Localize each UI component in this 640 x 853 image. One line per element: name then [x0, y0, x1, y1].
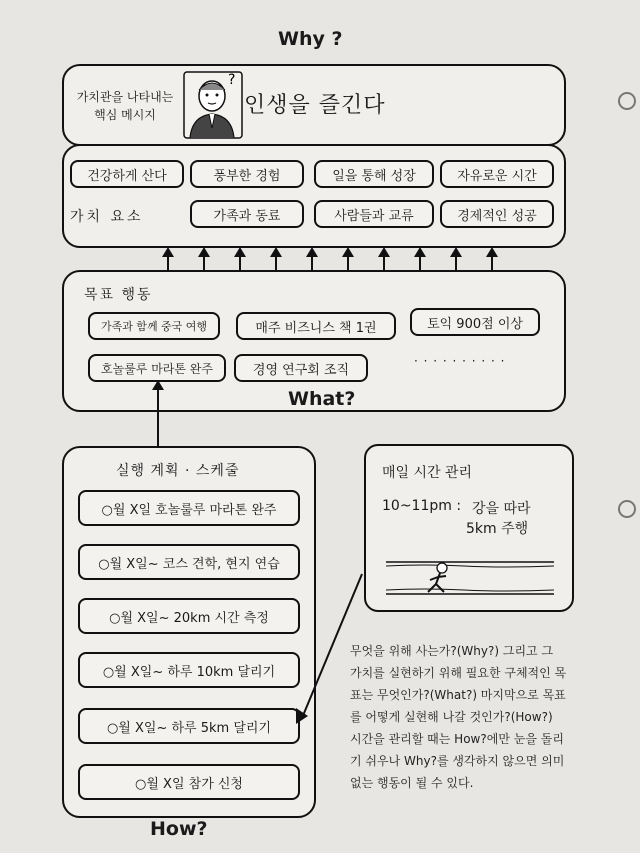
value-item: 경제적인 성공	[440, 200, 554, 228]
goal-item: 경영 연구회 조직	[234, 354, 368, 382]
value-item: 자유로운 시간	[440, 160, 554, 188]
plan-box	[62, 446, 316, 818]
mission-message: 인생을 즐긴다	[244, 93, 386, 118]
values-section-label: 가치 요소	[70, 209, 144, 225]
plan-to-goal-arrowhead	[152, 380, 164, 390]
daily-box	[364, 444, 574, 612]
goal-item: 호놀룰루 마라톤 완주	[88, 354, 226, 382]
description-line: 표는 무엇인가?(What?) 마지막으로 목표	[350, 688, 566, 702]
value-item: 건강하게 산다	[70, 160, 184, 188]
goals-section-label: 목표 행동	[84, 287, 153, 303]
description-text	[350, 640, 592, 794]
plan-item: ○월 X일~ 하루 10km 달리기	[78, 652, 300, 688]
thinking-man-illustration	[182, 70, 248, 142]
description-line: 없는 행동이 될 수 있다.	[350, 776, 474, 790]
description-line: 무엇을 위해 사는가?(Why?) 그리고 그	[350, 644, 554, 658]
goal-item: 매주 비즈니스 책 1권	[236, 312, 396, 340]
value-item: 가족과 동료	[190, 200, 304, 228]
value-item: 일을 통해 성장	[314, 160, 434, 188]
plan-section-label: 실행 계획 · 스케줄	[116, 463, 240, 479]
values-box	[62, 144, 566, 248]
description-line: 시간을 관리할 때는 How?에만 눈을 돌리	[350, 732, 564, 746]
plan-item: ○월 X일 참가 신청	[78, 764, 300, 800]
plan-item: ○월 X일~ 하루 5km 달리기	[78, 708, 300, 744]
plan-item: ○월 X일~ 20km 시간 측정	[78, 598, 300, 634]
plan-item: ○월 X일 호놀룰루 마라톤 완주	[78, 490, 300, 526]
mission-label-line1: 가치관을 나타내는	[76, 90, 174, 104]
svg-text:?: ?	[228, 72, 236, 88]
how-heading: How?	[150, 818, 208, 840]
mission-label-line2: 핵심 메시지	[94, 108, 156, 122]
mission-box	[62, 64, 566, 146]
runner-illustration	[384, 554, 556, 600]
daily-task-line1: 강을 따라	[472, 501, 531, 517]
goal-item: 가족과 함께 중국 여행	[88, 312, 220, 340]
daily-time: 10~11pm :	[382, 498, 462, 514]
description-line: 가치를 실현하기 위해 필요한 구체적인 목	[350, 666, 567, 680]
goal-more-dots: · · · · · · · · · ·	[414, 354, 506, 368]
description-line: 를 어떻게 실현해 나갈 것인가?(How?)	[350, 710, 553, 724]
goal-item: 토익 900점 이상	[410, 308, 540, 336]
page-margin-mark	[618, 92, 636, 110]
daily-title: 매일 시간 관리	[382, 465, 473, 481]
page-margin-mark	[618, 500, 636, 518]
what-heading: What?	[288, 388, 356, 410]
plan-item: ○월 X일~ 코스 견학, 현지 연습	[78, 544, 300, 580]
value-item: 사람들과 교류	[314, 200, 434, 228]
daily-task-line2: 5km 주행	[466, 521, 529, 537]
why-heading: Why ?	[278, 28, 343, 50]
description-line: 기 쉬우나 Why?를 생각하지 않으면 의미	[350, 754, 565, 768]
value-item: 풍부한 경험	[190, 160, 304, 188]
mission-label	[70, 88, 180, 124]
plan-to-goal-arrow	[157, 388, 159, 450]
